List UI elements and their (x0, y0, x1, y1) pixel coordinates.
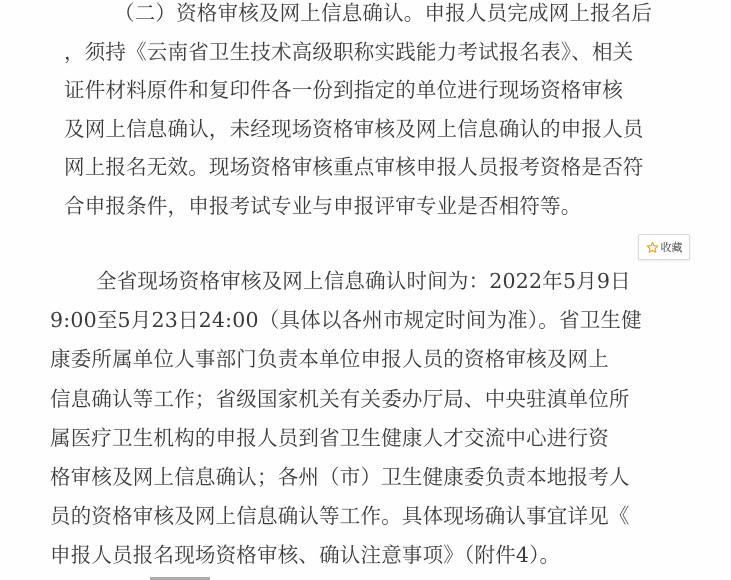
paragraph-line: （二）资格审核及网上信息确认。申报人员完成网上报名后 (114, 1, 653, 25)
paragraph-line: 申报人员报名现场资格审核、确认注意事项》（附件4）。 (50, 543, 561, 568)
paragraph-line: 属医疗卫生机构的申报人员到省卫生健康人才交流中心进行资 (50, 425, 609, 450)
qualification-paragraph (64, 0, 652, 225)
paragraph-line: 网上报名无效。现场资格审核重点审核申报人员报考资格是否符 (64, 155, 644, 179)
schedule-paragraph (50, 262, 642, 576)
paragraph-line: 合申报条件，申报考试专业与申报评审专业是否相符等。 (64, 193, 582, 218)
paragraph-line: 及网上信息确认，未经现场资格审核及网上信息确认的申报人员 (64, 116, 644, 141)
star-outline-icon (646, 241, 659, 254)
paragraph-line: 9:00至5月23日24:00（具体以各州市规定时间为准）。省卫生健 (50, 308, 642, 333)
paragraph-line: 信息确认等工作；省级国家机关有关委办厅局、中央驻滇单位所 (50, 386, 630, 411)
favorite-label: 收藏 (660, 241, 683, 254)
paragraph-line: ，须持《云南省卫生技术高级职称实践能力考试报名表》、相关 (64, 39, 634, 64)
paragraph-line: 康委所属单位人事部门负责本单位申报人员的资格审核及网上 (50, 347, 609, 372)
paragraph-line: 格审核及网上信息确认；各州（市）卫生健康委负责本地报考人 (50, 464, 630, 489)
paragraph-line: 全省现场资格审核及网上信息确认时间为：2022年5月9日 (96, 269, 631, 293)
favorite-button[interactable] (638, 234, 690, 260)
paragraph-line: 员的资格审核及网上信息确认等工作。具体现场确认事宜详见《 (50, 504, 630, 529)
cropped-next-line-fragment (150, 572, 210, 580)
paragraph-line: 证件材料原件和复印件各一份到指定的单位进行现场资格审核 (64, 78, 623, 102)
